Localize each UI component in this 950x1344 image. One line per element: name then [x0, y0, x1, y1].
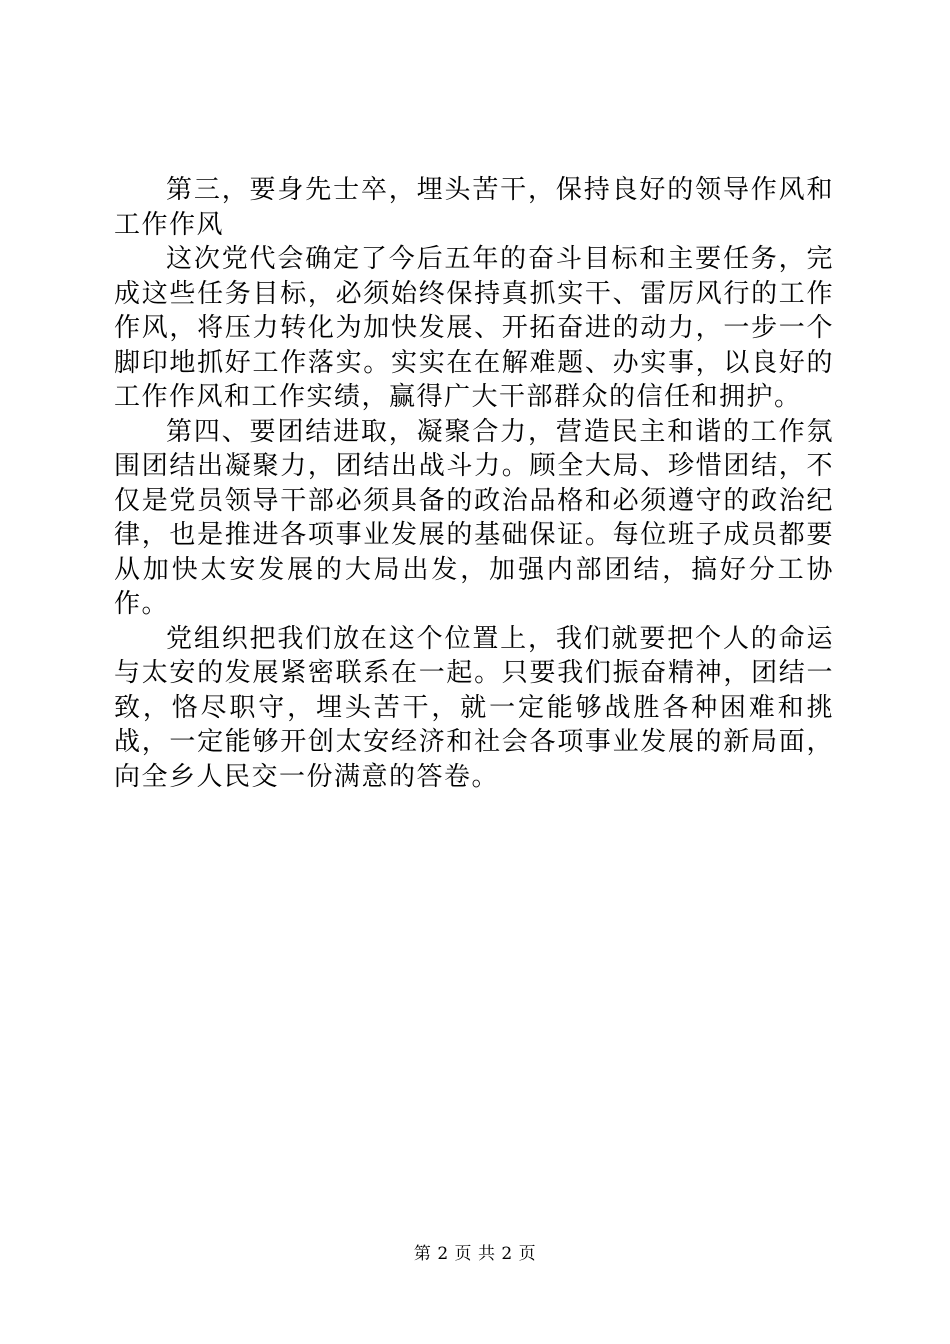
paragraph-goals-tasks: 这次党代会确定了今后五年的奋斗目标和主要任务，完成这些任务目标，必须始终保持真抓实干、雷厉风行的工作作风，将压力转化为加快发展、开拓奋进的动力，一步一个脚印地抓好工作落实。实实在在解难题、办实事，以良好的工作作风和工作实绩，赢得广大干部群众的信任和拥护。 [114, 244, 834, 412]
document-body [114, 173, 834, 794]
paragraph-conclusion: 党组织把我们放在这个位置上，我们就要把个人的命运与太安的发展紧密联系在一起。只要我们振奋精神，团结一致，恪尽职守，埋头苦干，就一定能够战胜各种困难和挑战，一定能够开创太安经济和社会各项事业发展的新局面，向全乡人民交一份满意的答卷。 [114, 623, 834, 792]
paragraph-work-style: 第三，要身先士卒，埋头苦干，保持良好的领导作风和工作作风 [114, 175, 834, 240]
paragraph-unity: 第四、要团结进取，凝聚合力，营造民主和谐的工作氛围团结出凝聚力，团结出战斗力。顾全大局、珍惜团结，不仅是党员领导干部必须具备的政治品格和必须遵守的政治纪律，也是推进各项事业发展的基础保证。每位班子成员都要从加快太安发展的大局出发，加强内部团结，搞好分工协作。 [114, 416, 834, 619]
page-number-footer: 第 2 页 共 2 页 [413, 1244, 537, 1264]
